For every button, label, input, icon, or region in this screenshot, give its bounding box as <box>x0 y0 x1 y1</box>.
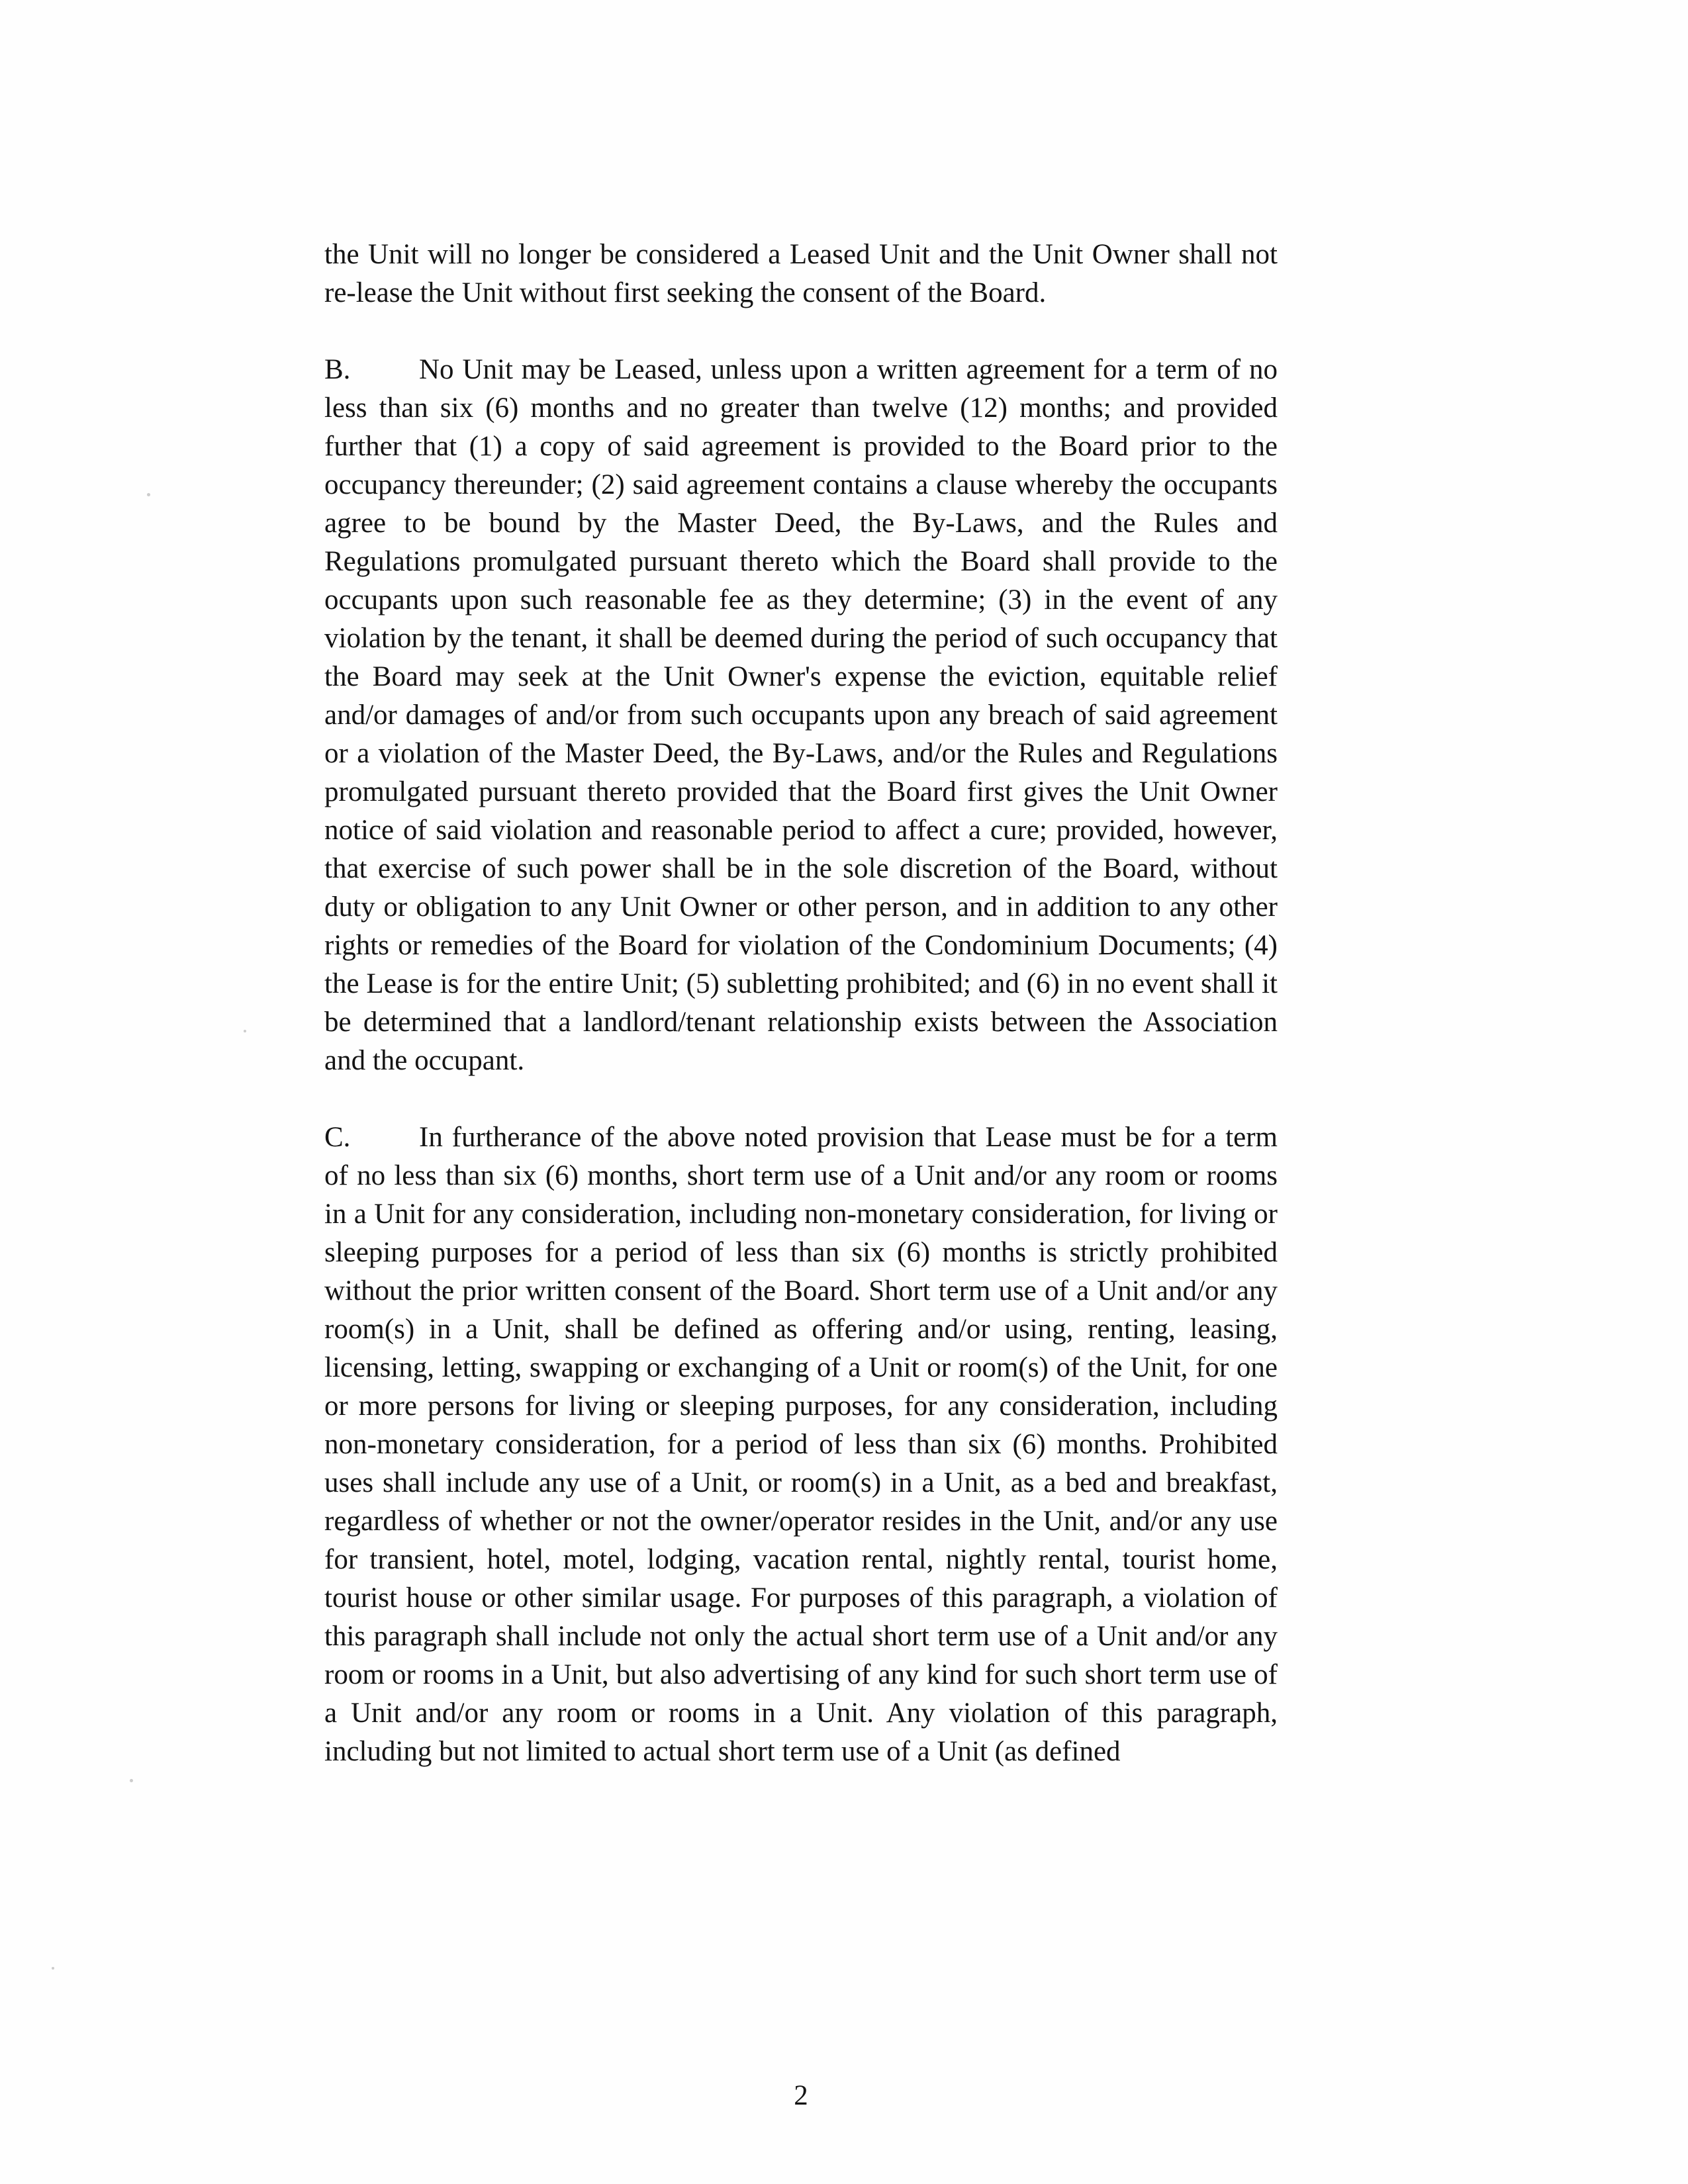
paragraph-continuation <box>324 236 1278 312</box>
paragraph-text: No Unit may be Leased, unless upon a written agreement for a term of no less than six (6) months and no greater than twelve (12) months; and provided further that (1) a copy of said agreement is provided to the Board prior to the occupancy thereunder; (2) said agreement contains a clause whereby the occupants agree to be bound by the Master Deed, the By-Laws, and the Rules and Regulations promulgated pursuant thereto which the Board shall provide to the occupants upon such reasonable fee as they determine; (3) in the event of any violation by the tenant, it shall be deemed during the period of such occupancy that the Board may seek at the Unit Owner's expense the eviction, equitable relief and/or damages of and/or from such occupants upon any breach of said agreement or a violation of the Master Deed, the By-Laws, and/or the Rules and Regulations promulgated pursuant thereto provided that the Board first gives the Unit Owner notice of said violation and reasonable period to affect a cure; provided, however, that exercise of such power shall be in the sole discretion of the Board, without duty or obligation to any Unit Owner or other person, and in addition to any other rights or remedies of the Board for violation of the Condominium Documents; (4) the Lease is for the entire Unit; (5) subletting prohibited; and (6) in no event shall it be determined that a landlord/tenant relationship exists between the Association and the occupant. <box>324 354 1278 1076</box>
paragraph-label: B. <box>324 354 351 385</box>
page-content <box>324 236 1278 1809</box>
paragraph-text: the Unit will no longer be considered a Leased Unit and the Unit Owner shall not re-lease the Unit without first seeking the consent of the Board. <box>324 239 1278 308</box>
paragraph-b <box>324 351 1278 1080</box>
page-number: 2 <box>794 2080 808 2111</box>
scan-speck <box>52 1967 54 1970</box>
paragraph-label: C. <box>324 1122 351 1153</box>
scan-speck <box>130 1779 133 1782</box>
scan-speck <box>147 493 150 496</box>
paragraph-text: In furtherance of the above noted provision that Lease must be for a term of no less than six (6) months, short term use of a Unit and/or any room or rooms in a Unit for any consideration, including non-monetary consideration, for living or sleeping purposes for a period of less than six (6) months is strictly prohibited without the prior written consent of the Board. Short term use of a Unit and/or any room(s) in a Unit, shall be defined as offering and/or using, renting, leasing, licensing, letting, swapping or exchanging of a Unit or room(s) of the Unit, for one or more persons for living or sleeping purposes, for any consideration, including non-monetary consideration, for a period of less than six (6) months. Prohibited uses shall include any use of a Unit, or room(s) in a Unit, as a bed and breakfast, regardless of whether or not the owner/operator resides in the Unit, and/or any use for transient, hotel, motel, lodging, vacation rental, nightly rental, tourist home, tourist house or other similar usage. For purposes of this paragraph, a violation of this paragraph shall include not only the actual short term use of a Unit and/or any room or rooms in a Unit, but also advertising of any kind for such short term use of a Unit and/or any room or rooms in a Unit. Any violation of this paragraph, including but not limited to actual short term use of a Unit (as defined <box>324 1122 1278 1767</box>
scan-speck <box>244 1030 246 1032</box>
paragraph-c <box>324 1118 1278 1771</box>
